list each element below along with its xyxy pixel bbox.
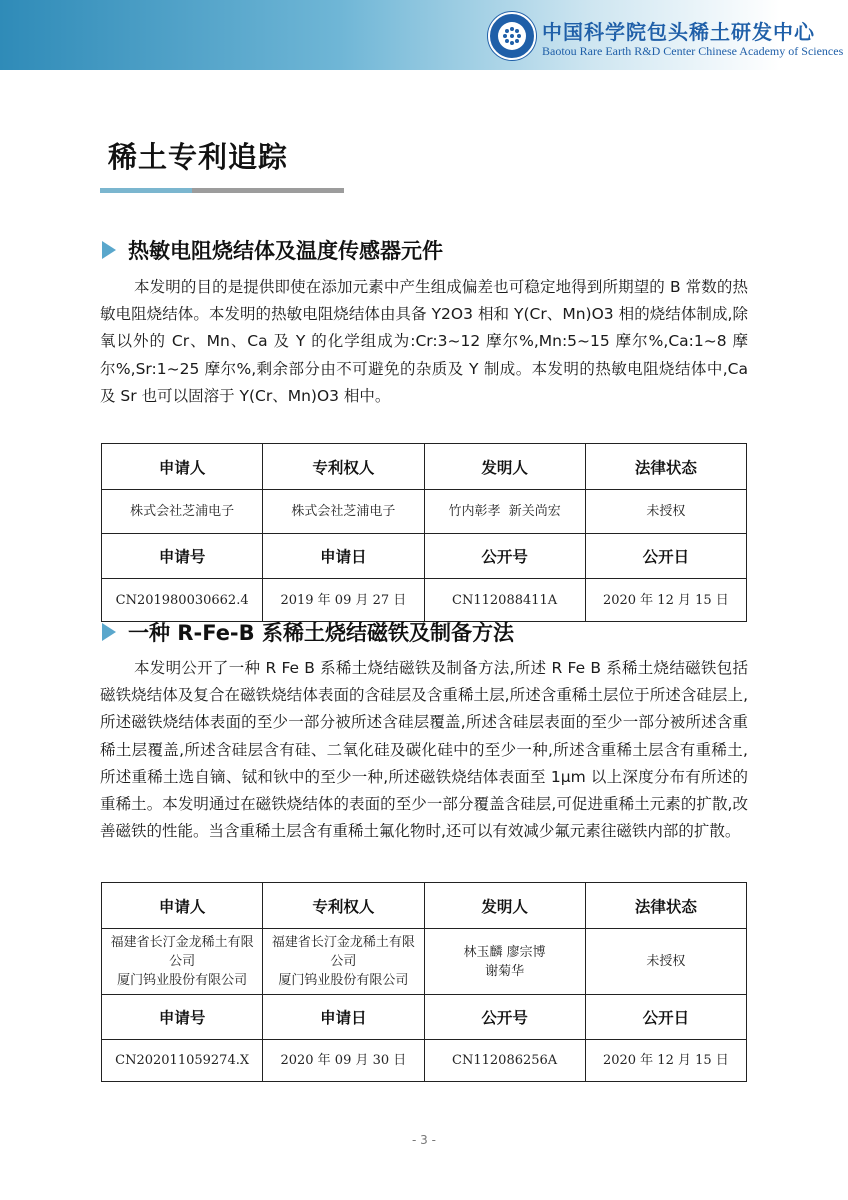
org-name-cn: 中国科学院包头稀土研发中心: [542, 20, 815, 44]
title-underline: [192, 188, 344, 193]
triangle-bullet-icon: [102, 623, 116, 641]
section-heading-text: 热敏电阻烧结体及温度传感器元件: [128, 239, 443, 263]
section-heading-2: [102, 617, 514, 647]
header-banner: [0, 0, 848, 70]
inventor-value: 竹内彰孝 新关尚宏: [424, 490, 585, 534]
application-date-value: 2020 年 09 月 30 日: [263, 1040, 424, 1082]
section-body-1: 本发明的目的是提供即使在添加元素中产生组成偏差也可稳定地得到所期望的 B 常数的热敏电阻烧结体。本发明的热敏电阻烧结体由具备 Y2O3 相和 Y(Cr、Mn)O3 相的烧结体制成,除氧以外的 Cr、Mn、Ca 及 Y 的化学组成为:Cr:3~12 摩尔%,Mn:5~15 摩尔%,Ca:1~8 摩尔%,Sr:1~25 摩尔%,剩余部分由不可避免的杂质及 Y 制成。本发明的热敏电阻烧结体中,Ca 及 Sr 也可以固溶于 Y(Cr、Mn)O3 相中。: [100, 278, 748, 405]
patentee-value: 株式会社芝浦电子: [263, 490, 424, 534]
header-inventor: 发明人: [424, 883, 585, 929]
org-name-en: Baotou Rare Earth R&D Center Chinese Academy of Sciences: [542, 44, 844, 58]
page-number: - 3 -: [412, 1133, 436, 1147]
header-application-date: 申请日: [263, 534, 424, 579]
section-heading-1: [102, 235, 443, 265]
org-logo: [488, 12, 843, 60]
page-title: 稀土专利追踪: [108, 140, 289, 174]
legal-status-value: 未授权: [585, 490, 746, 534]
patent-table-2: [101, 882, 747, 1082]
application-no-value: CN201980030662.4: [102, 579, 263, 622]
inventor-value: 林玉麟 廖宗博 谢菊华: [424, 929, 585, 995]
publication-no-value: CN112086256A: [424, 1040, 585, 1082]
patentee-value: 福建省长汀金龙稀土有限公司 厦门钨业股份有限公司: [263, 929, 424, 995]
header-inventor: 发明人: [424, 444, 585, 490]
header-publication-no: 公开号: [424, 534, 585, 579]
header-applicant: 申请人: [102, 444, 263, 490]
header-legal-status: 法律状态: [585, 883, 746, 929]
header-publication-date: 公开日: [585, 995, 746, 1040]
header-legal-status: 法律状态: [585, 444, 746, 490]
publication-no-value: CN112088411A: [424, 579, 585, 622]
cas-emblem-icon: [488, 12, 536, 60]
header-patentee: 专利权人: [263, 444, 424, 490]
application-no-value: CN202011059274.X: [102, 1040, 263, 1082]
header-patentee: 专利权人: [263, 883, 424, 929]
application-date-value: 2019 年 09 月 27 日: [263, 579, 424, 622]
section-heading-text: 一种 R-Fe-B 系稀土烧结磁铁及制备方法: [128, 621, 514, 645]
section-body-2: 本发明公开了一种 R Fe B 系稀土烧结磁铁及制备方法,所述 R Fe B 系稀土烧结磁铁包括磁铁烧结体及复合在磁铁烧结体表面的含硅层及含重稀土层,所述含重稀土层位于所述含硅层上,所述磁铁烧结体表面的至少一部分被所述含硅层覆盖,所述含硅层表面的至少一部分被所述含重稀土层覆盖,所述含硅层含有硅、二氧化硅及碳化硅中的至少一种,所述含重稀土层含有重稀土,所述重稀土选自镝、铽和钬中的至少一种,所述磁铁烧结体表面至 1μm 以上深度分布有所述的重稀土。本发明通过在磁铁烧结体的表面的至少一部分覆盖含硅层,可促进重稀土元素的扩散,改善磁铁的性能。当含重稀土层含有重稀土氟化物时,还可以有效减少氟元素往磁铁内部的扩散。: [100, 659, 748, 841]
patent-table-1: [101, 443, 747, 622]
header-application-date: 申请日: [263, 995, 424, 1040]
header-application-no: 申请号: [102, 534, 263, 579]
header-application-no: 申请号: [102, 995, 263, 1040]
publication-date-value: 2020 年 12 月 15 日: [585, 579, 746, 622]
legal-status-value: 未授权: [585, 929, 746, 995]
header-publication-no: 公开号: [424, 995, 585, 1040]
applicant-value: 株式会社芝浦电子: [102, 490, 263, 534]
title-underline-accent: [100, 188, 192, 193]
publication-date-value: 2020 年 12 月 15 日: [585, 1040, 746, 1082]
header-applicant: 申请人: [102, 883, 263, 929]
header-publication-date: 公开日: [585, 534, 746, 579]
applicant-value: 福建省长汀金龙稀土有限公司 厦门钨业股份有限公司: [102, 929, 263, 995]
triangle-bullet-icon: [102, 241, 116, 259]
